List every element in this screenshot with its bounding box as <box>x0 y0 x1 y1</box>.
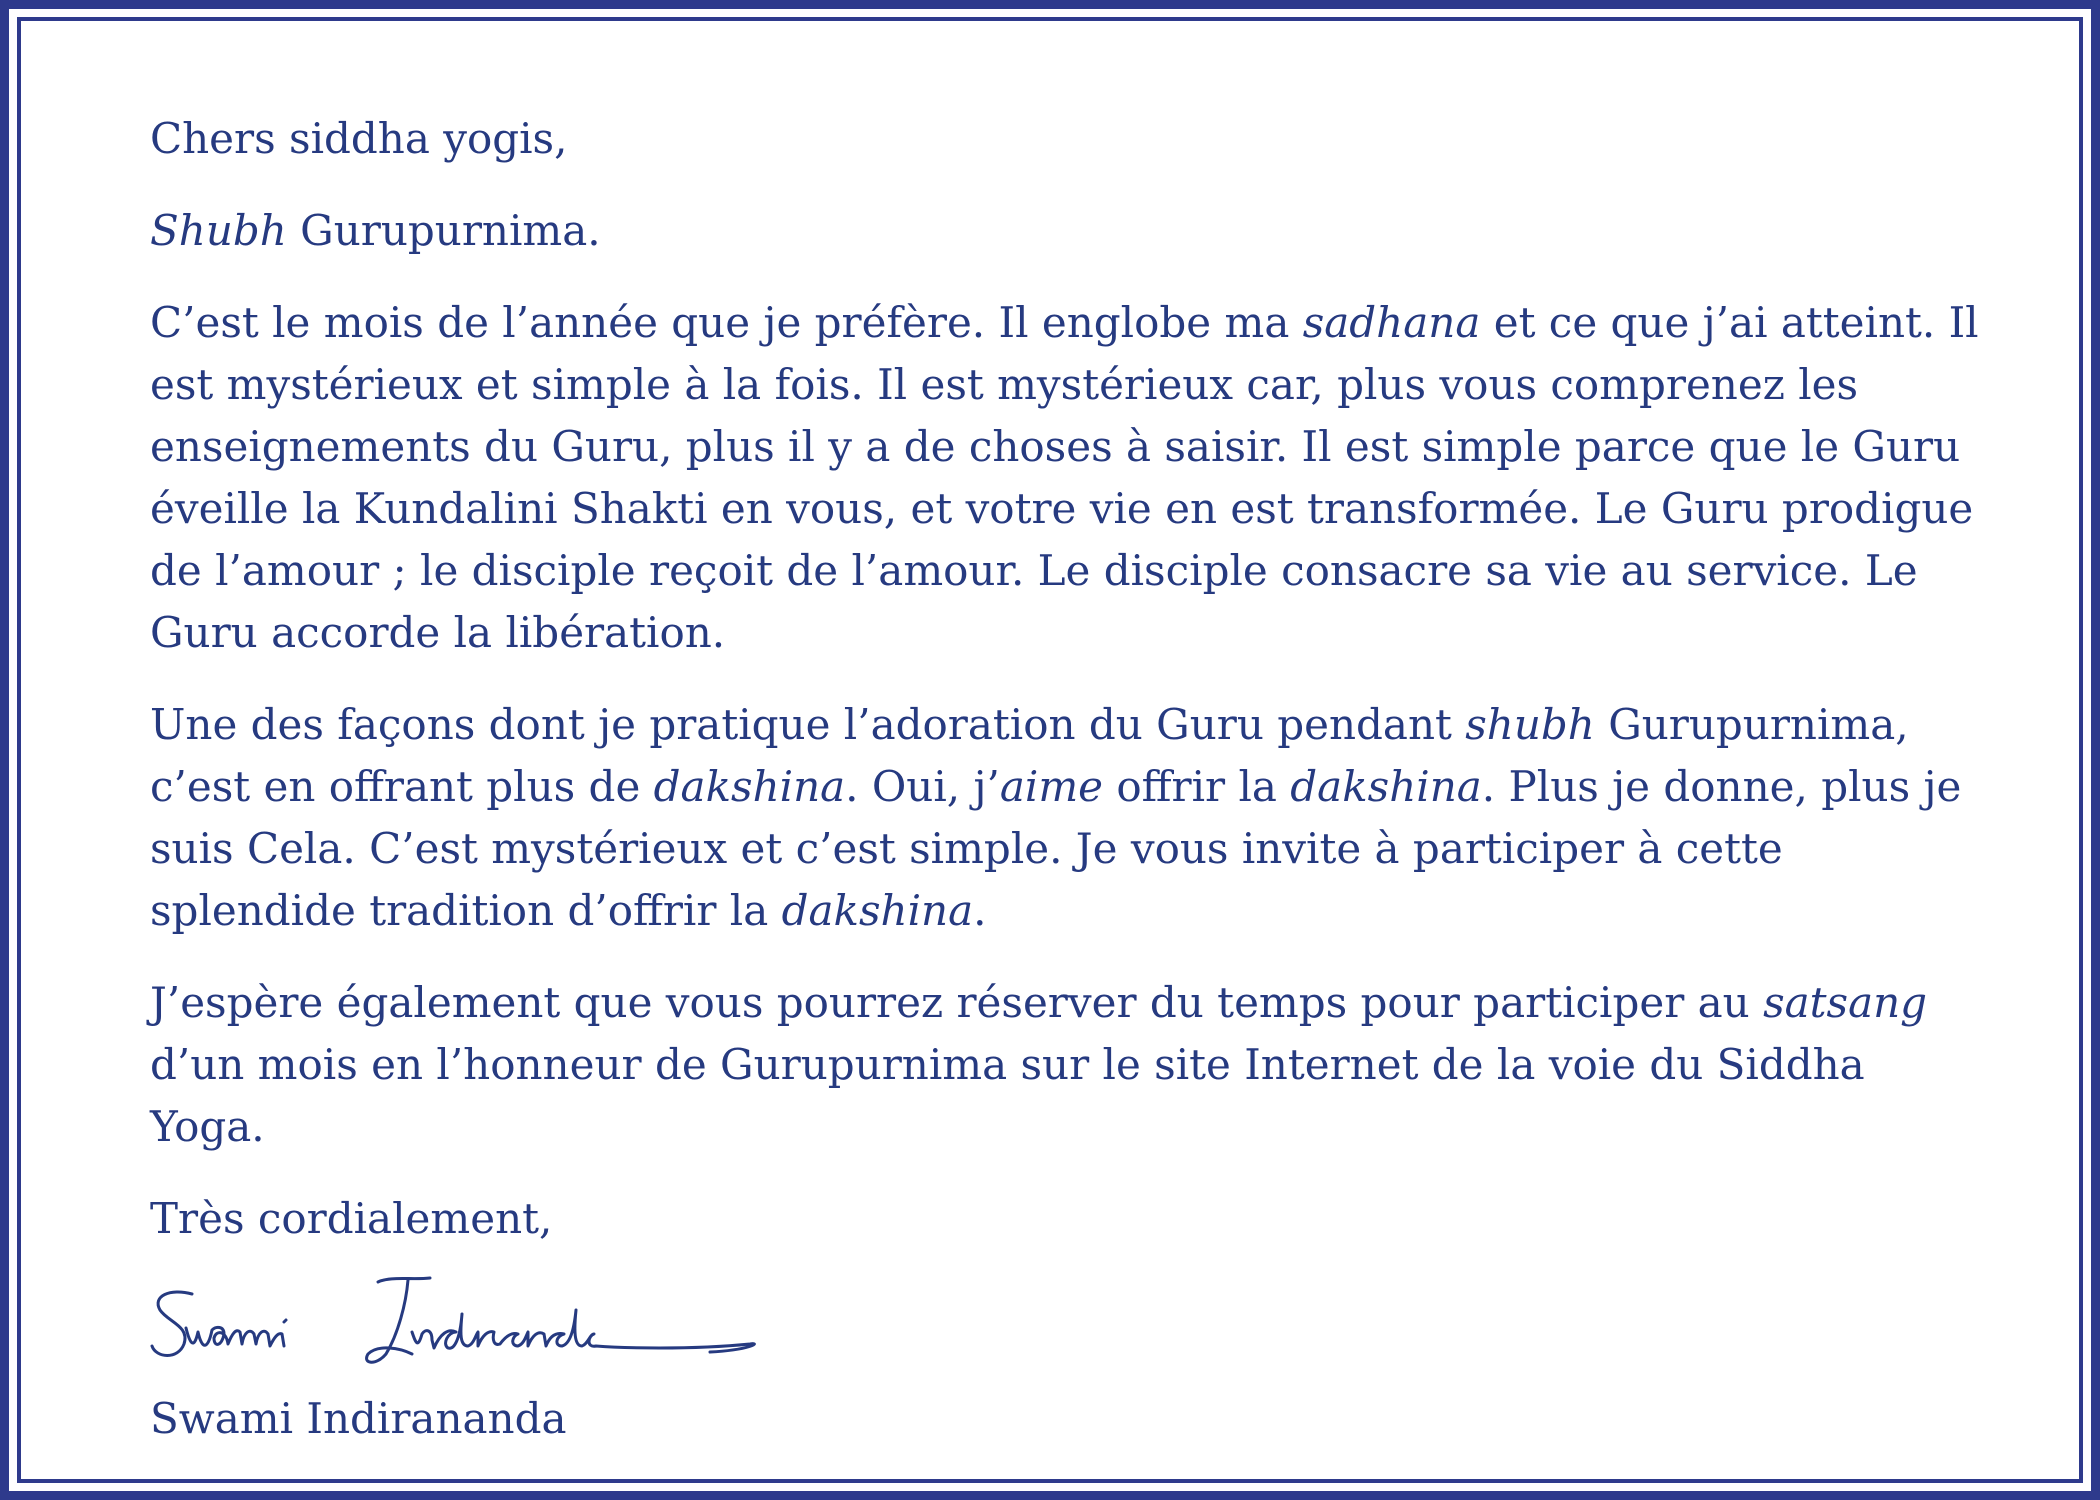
handwritten-signature <box>150 1274 830 1374</box>
italic-term: satsang <box>1763 978 1928 1027</box>
paragraph-2-text: . Plus je donne, plus je suis Cela. C’est mystérieux et c’est simple. Je vous invite à participer à cette splendide tradition d’offrir la <box>150 762 1962 935</box>
paragraph-1-text: et ce que j’ai atteint. Il est mystérieux et simple à la fois. Il est mystérieux car, plus vous comprenez les enseignements du Guru, plus il y a de choses à saisir. Il est simple parce que le Guru éveille la Kundalini Shakti en vous, et votre vie en est transformée. Le Guru prodigue de l’amour ; le disciple reçoit de l’amour. Le disciple consacre sa vie au service. Le Guru accorde la libération. <box>150 298 1979 657</box>
paragraph-2-text: . Oui, j’ <box>845 762 1000 811</box>
gurupurnima-wish <box>150 200 1980 262</box>
letter-body <box>150 108 1980 1480</box>
paragraph-2-text: offrir la <box>1103 762 1291 811</box>
paragraph-2 <box>150 694 1980 942</box>
signer-name: Swami Indirananda <box>150 1394 567 1443</box>
paragraph-1 <box>150 292 1980 664</box>
italic-term: dakshina <box>1290 762 1482 811</box>
salutation: Chers siddha yogis, <box>150 114 568 163</box>
paragraph-3 <box>150 972 1980 1158</box>
paragraph-2-text: Une des façons dont je pratique l’adoration du Guru pendant <box>150 700 1466 749</box>
wish-rest: Gurupurnima. <box>286 206 601 255</box>
italic-term: shubh <box>1465 700 1595 749</box>
paragraph-2-text: Gurupurnima, c’est en offrant plus de <box>150 700 1909 811</box>
wish-italic-word: Shubh <box>150 206 287 255</box>
paragraph-3-text: d’un mois en l’honneur de Gurupurnima sur le site Internet de la voie du Siddha Yoga. <box>150 1040 1865 1151</box>
italic-term: sadhana <box>1302 298 1481 347</box>
paragraph-2-text: . <box>973 886 987 935</box>
italic-term: dakshina <box>781 886 974 935</box>
paragraph-3-text: J’espère également que vous pourrez réserver du temps pour participer au <box>150 978 1764 1027</box>
signature-text: Swami Indirananda <box>150 1274 160 1275</box>
paragraph-1-text: C’est le mois de l’année que je préfère. Il englobe ma <box>150 298 1303 347</box>
closing: Très cordialement, <box>150 1194 553 1243</box>
italic-term: dakshina <box>653 762 846 811</box>
italic-term: aime <box>999 762 1104 811</box>
